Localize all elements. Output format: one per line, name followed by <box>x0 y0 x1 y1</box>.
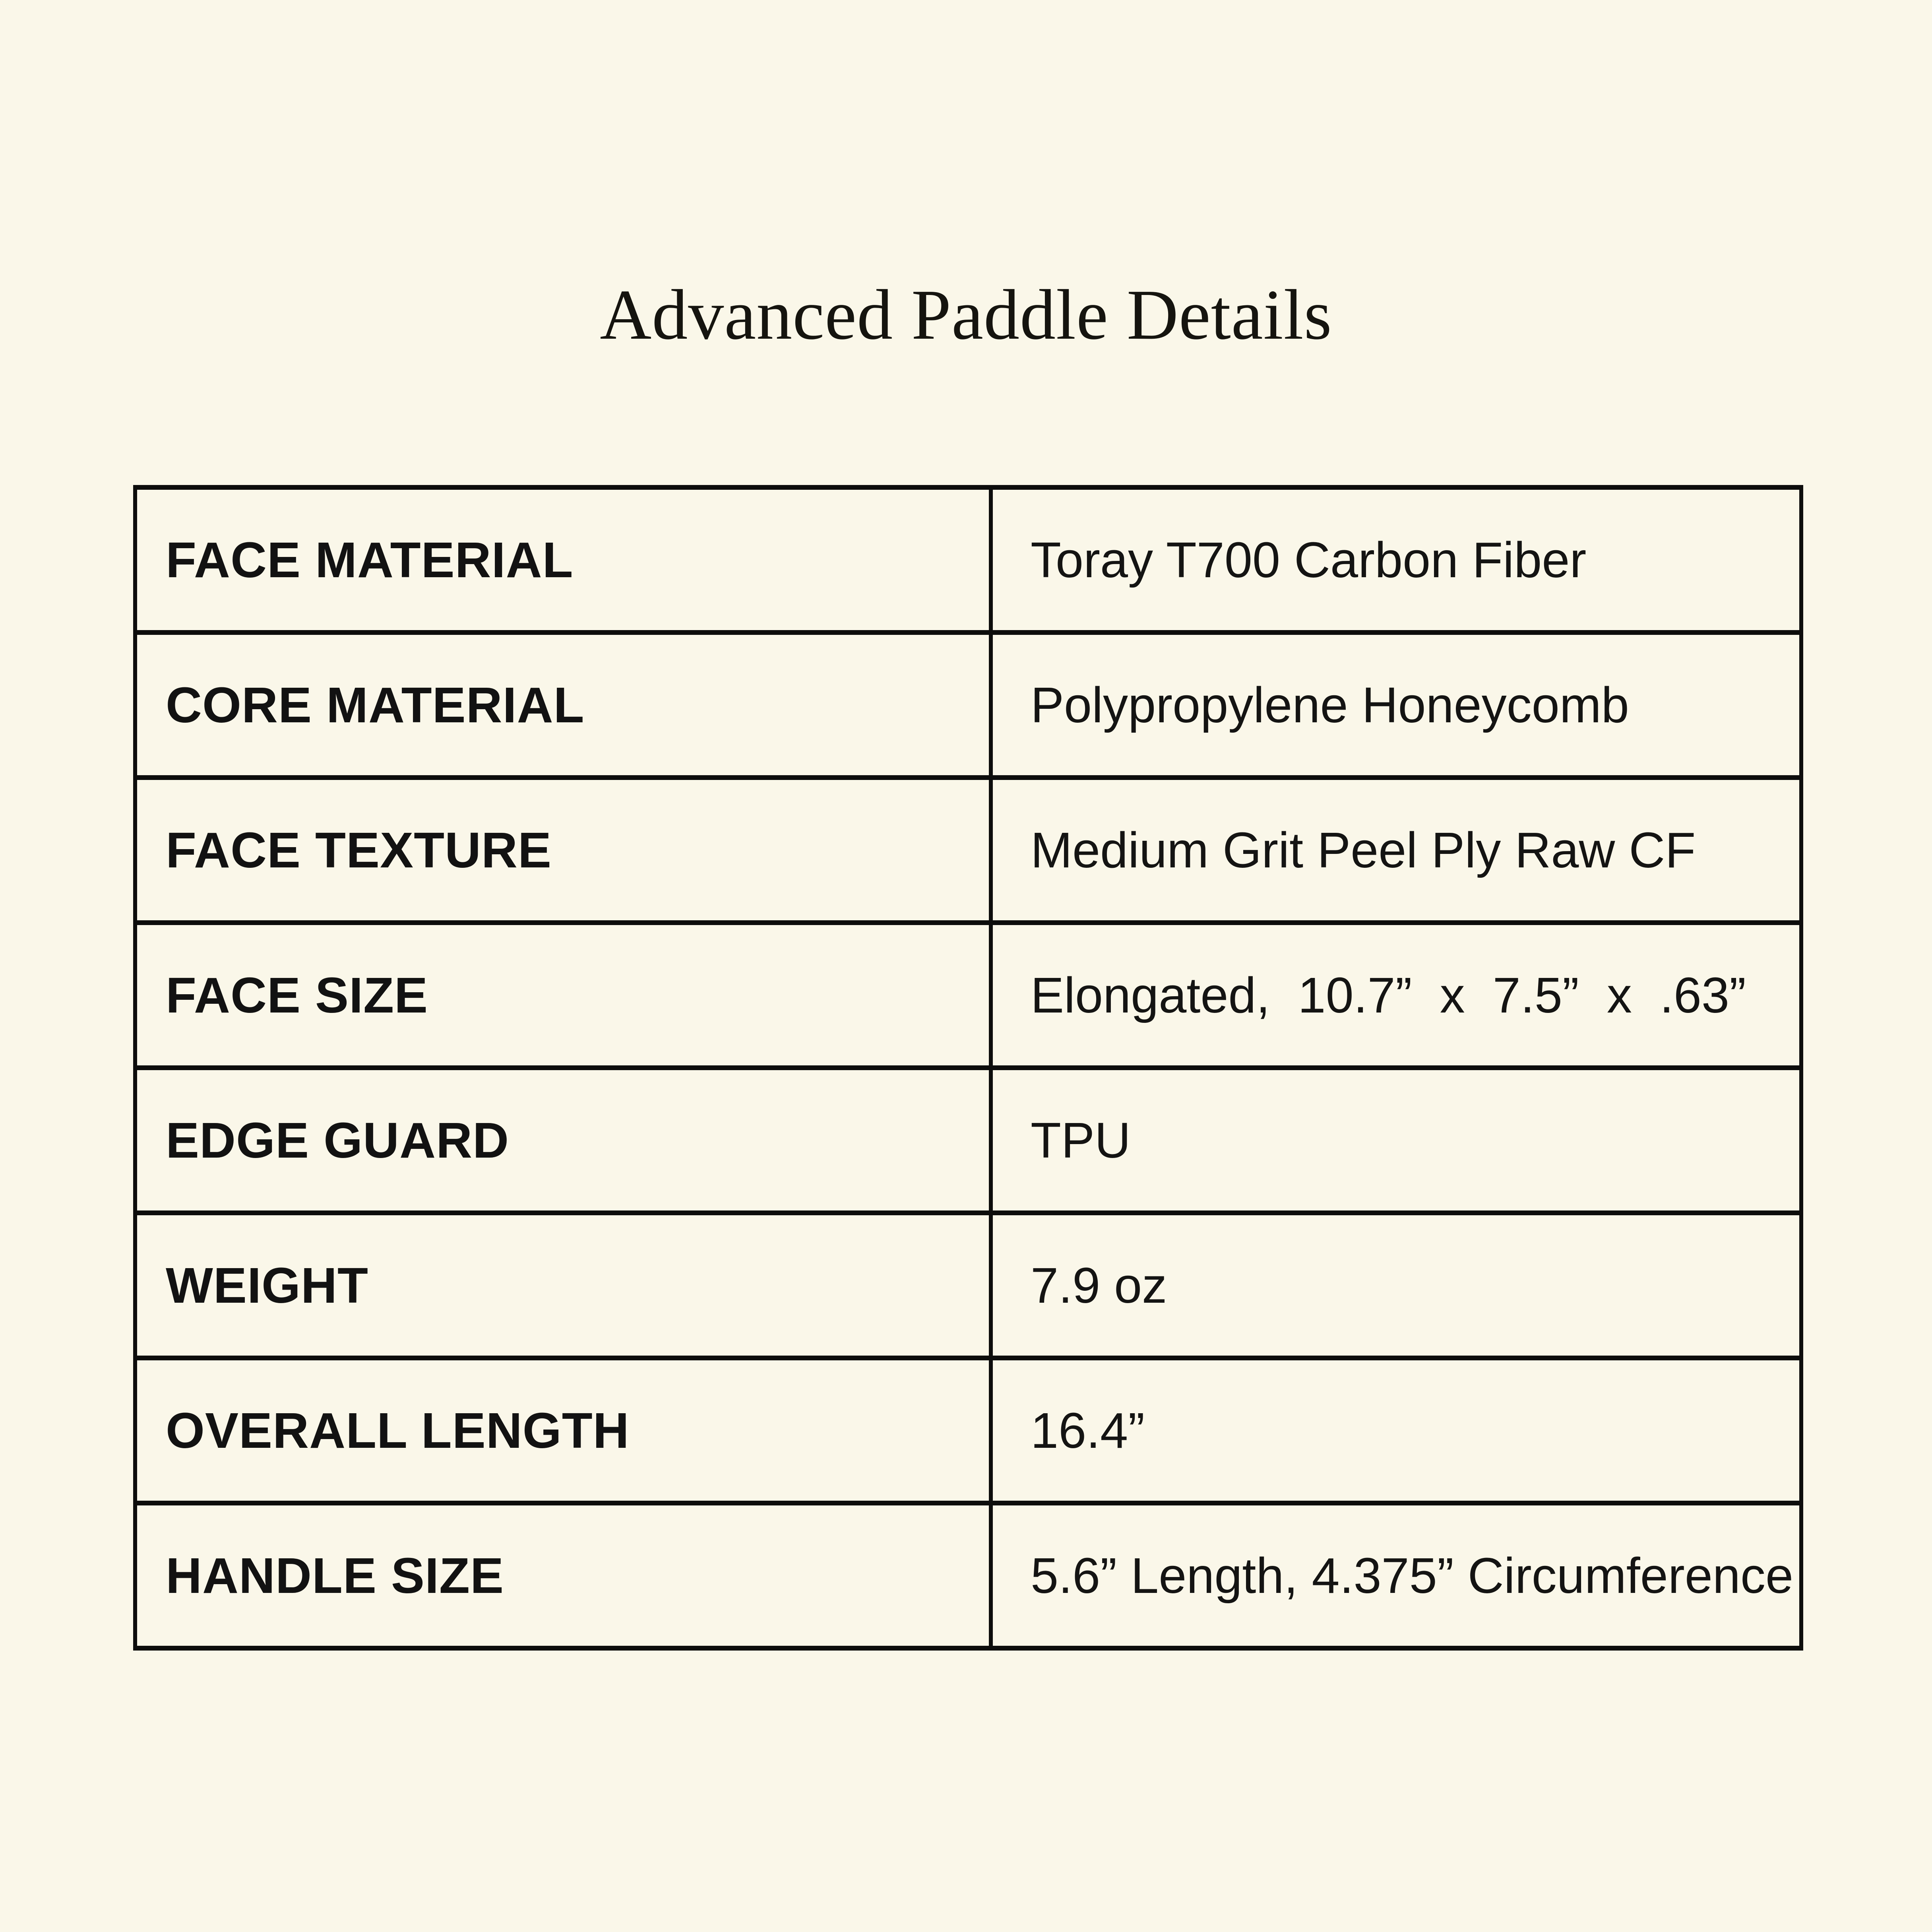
spec-value-weight: 7.9 oz <box>991 1213 1801 1358</box>
table-row <box>135 632 1801 778</box>
page-title: Advanced Paddle Details <box>600 275 1332 354</box>
spec-label-handle-size: HANDLE SIZE <box>135 1503 991 1648</box>
spec-value-face-material: Toray T700 Carbon Fiber <box>991 487 1801 632</box>
table-row <box>135 1358 1801 1503</box>
spec-value-edge-guard: TPU <box>991 1068 1801 1213</box>
spec-label-face-size: FACE SIZE <box>135 923 991 1068</box>
spec-label-overall-length: OVERALL LENGTH <box>135 1358 991 1503</box>
table-row <box>135 1213 1801 1358</box>
spec-label-edge-guard: EDGE GUARD <box>135 1068 991 1213</box>
table-row <box>135 1503 1801 1648</box>
table-row <box>135 1068 1801 1213</box>
spec-label-core-material: CORE MATERIAL <box>135 632 991 778</box>
spec-value-handle-size: 5.6” Length, 4.375” Circumference <box>991 1503 1801 1648</box>
table-row <box>135 487 1801 632</box>
table-row <box>135 923 1801 1068</box>
spec-value-core-material: Polypropylene Honeycomb <box>991 632 1801 778</box>
spec-table <box>133 485 1803 1651</box>
spec-value-face-size: Elongated, 10.7” x 7.5” x .63” <box>991 923 1801 1068</box>
spec-label-face-material: FACE MATERIAL <box>135 487 991 632</box>
spec-label-weight: WEIGHT <box>135 1213 991 1358</box>
spec-value-overall-length: 16.4” <box>991 1358 1801 1503</box>
spec-label-face-texture: FACE TEXTURE <box>135 778 991 923</box>
table-row <box>135 778 1801 923</box>
spec-value-face-texture: Medium Grit Peel Ply Raw CF <box>991 778 1801 923</box>
